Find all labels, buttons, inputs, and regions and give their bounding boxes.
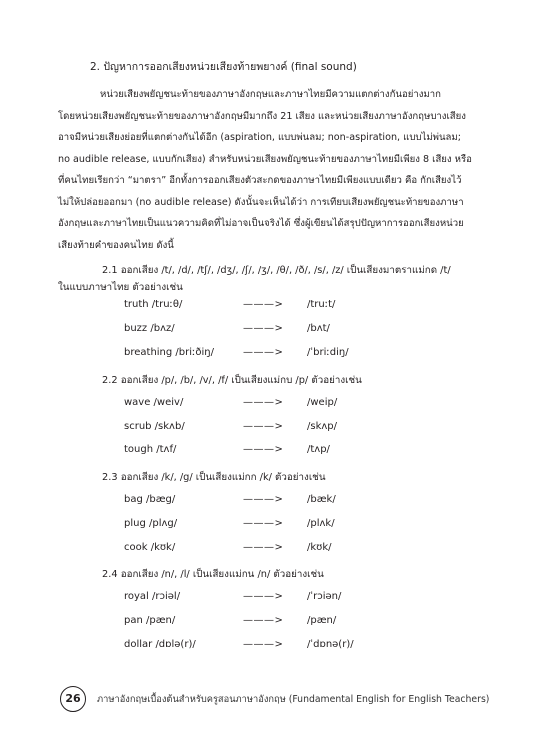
paragraph-line: ไม่ให้ปล่อยออกมา (no audible release) ดังนั้นจะเห็นได้ว่า การเทียบเสียงพยัญชนะท้ายของภาษา <box>58 196 464 208</box>
thai-pronunciation: /truːt/ <box>307 299 336 310</box>
subsection-2-1-heading: 2.1 ออกเสียง /t/, /d/, /tʃ/, /dʒ/, /ʃ/, /ʒ/, /θ/, /ð/, /s/, /z/ เป็นเสียงมาตราแม่กด /t/ <box>102 265 451 276</box>
example-word: pan /pæn/ <box>124 615 176 626</box>
body-paragraph <box>58 84 498 256</box>
example-word: buzz /bʌz/ <box>124 323 175 334</box>
footer-book-title: ภาษาอังกฤษเบื้องต้นสำหรับครูสอนภาษาอังกฤษ (Fundamental English for English Teachers) <box>97 694 490 705</box>
arrow-icon: ———> <box>243 639 284 650</box>
example-word: wave /weiv/ <box>124 397 184 408</box>
example-word: breathing /briːðiŋ/ <box>124 347 214 358</box>
thai-pronunciation: /skʌp/ <box>307 421 338 432</box>
section-heading: 2. ปัญหาการออกเสียงหน่วยเสียงท้ายพยางค์ (final sound) <box>90 61 357 73</box>
arrow-icon: ———> <box>243 397 284 408</box>
paragraph-line: ที่คนไทยเรียกว่า “มาตรา” อีกทั้งการออกเสียงตัวสะกดของภาษาไทยมีเพียงแบบเดียว คือ กักเสียงไว้ <box>58 175 462 186</box>
thai-pronunciation: /pæn/ <box>307 615 337 626</box>
arrow-icon: ———> <box>243 299 284 310</box>
thai-pronunciation: /bæk/ <box>307 494 336 505</box>
thai-pronunciation: /bʌt/ <box>307 323 330 334</box>
example-word: bag /bæg/ <box>124 494 176 505</box>
thai-pronunciation: /ˈbriːdiŋ/ <box>307 347 349 358</box>
example-word: royal /rɔiəl/ <box>124 591 181 602</box>
subsection-2-3-heading: 2.3 ออกเสียง /k/, /g/ เป็นเสียงแม่กก /k/ ตัวอย่างเช่น <box>102 472 326 483</box>
paragraph-line: โดยหน่วยเสียงพยัญชนะท้ายของภาษาอังกฤษมีมากถึง 21 เสียง และหน่วยเสียงภาษาอังกฤษบางเสียง <box>58 110 466 122</box>
arrow-icon: ———> <box>243 444 284 455</box>
thai-pronunciation: /weip/ <box>307 397 338 408</box>
page-number: 26 <box>60 686 86 712</box>
example-word: cook /kʊk/ <box>124 542 176 553</box>
arrow-icon: ———> <box>243 421 284 432</box>
arrow-icon: ———> <box>243 347 284 358</box>
paragraph-line: อาจมีหน่วยเสียงย่อยที่แตกต่างกันได้อีก (aspiration, แบบพ่นลม; non-aspiration, แบบไม่พ่นลม; <box>58 132 461 143</box>
example-word: plug /plʌg/ <box>124 518 178 529</box>
arrow-icon: ———> <box>243 494 284 505</box>
paragraph-line: หน่วยเสียงพยัญชนะท้ายของภาษาอังกฤษและภาษาไทยมีความแตกต่างกันอย่างมาก <box>100 89 441 100</box>
example-word: truth /truːθ/ <box>124 299 183 310</box>
arrow-icon: ———> <box>243 323 284 334</box>
example-word: tough /tʌf/ <box>124 444 177 455</box>
thai-pronunciation: /ˈdɒnə(r)/ <box>307 639 354 650</box>
thai-pronunciation: /ˈrɔiən/ <box>307 591 342 602</box>
example-word: dollar /dɒlə(r)/ <box>124 639 196 650</box>
thai-pronunciation: /plʌk/ <box>307 518 335 529</box>
subsection-2-1-continuation: ในแบบภาษาไทย ตัวอย่างเช่น <box>58 282 183 293</box>
example-word: scrub /skʌb/ <box>124 421 185 432</box>
paragraph-line: เสียงท้ายคำของคนไทย ดังนี้ <box>58 239 174 251</box>
thai-pronunciation: /kʊk/ <box>307 542 332 553</box>
arrow-icon: ———> <box>243 542 284 553</box>
thai-pronunciation: /tʌp/ <box>307 444 330 455</box>
paragraph-line: no audible release, แบบกักเสียง) สำหรับหน่วยเสียงพยัญชนะท้ายของภาษาไทยมีเพียง 8 เสียง หรือ <box>58 153 472 165</box>
arrow-icon: ———> <box>243 591 284 602</box>
arrow-icon: ———> <box>243 615 284 626</box>
subsection-2-2-heading: 2.2 ออกเสียง /p/, /b/, /v/, /f/ เป็นเสียงแม่กบ /p/ ตัวอย่างเช่น <box>102 375 362 386</box>
subsection-2-4-heading: 2.4 ออกเสียง /n/, /l/ เป็นเสียงแม่กน /n/ ตัวอย่างเช่น <box>102 569 324 580</box>
arrow-icon: ———> <box>243 518 284 529</box>
paragraph-line: อังกฤษและภาษาไทยเป็นแนวความคิดที่ไม่อาจเป็นจริงได้ ซึ่งผู้เขียนได้สรุปปัญหาการออกเสียงหน่วย <box>58 218 464 229</box>
